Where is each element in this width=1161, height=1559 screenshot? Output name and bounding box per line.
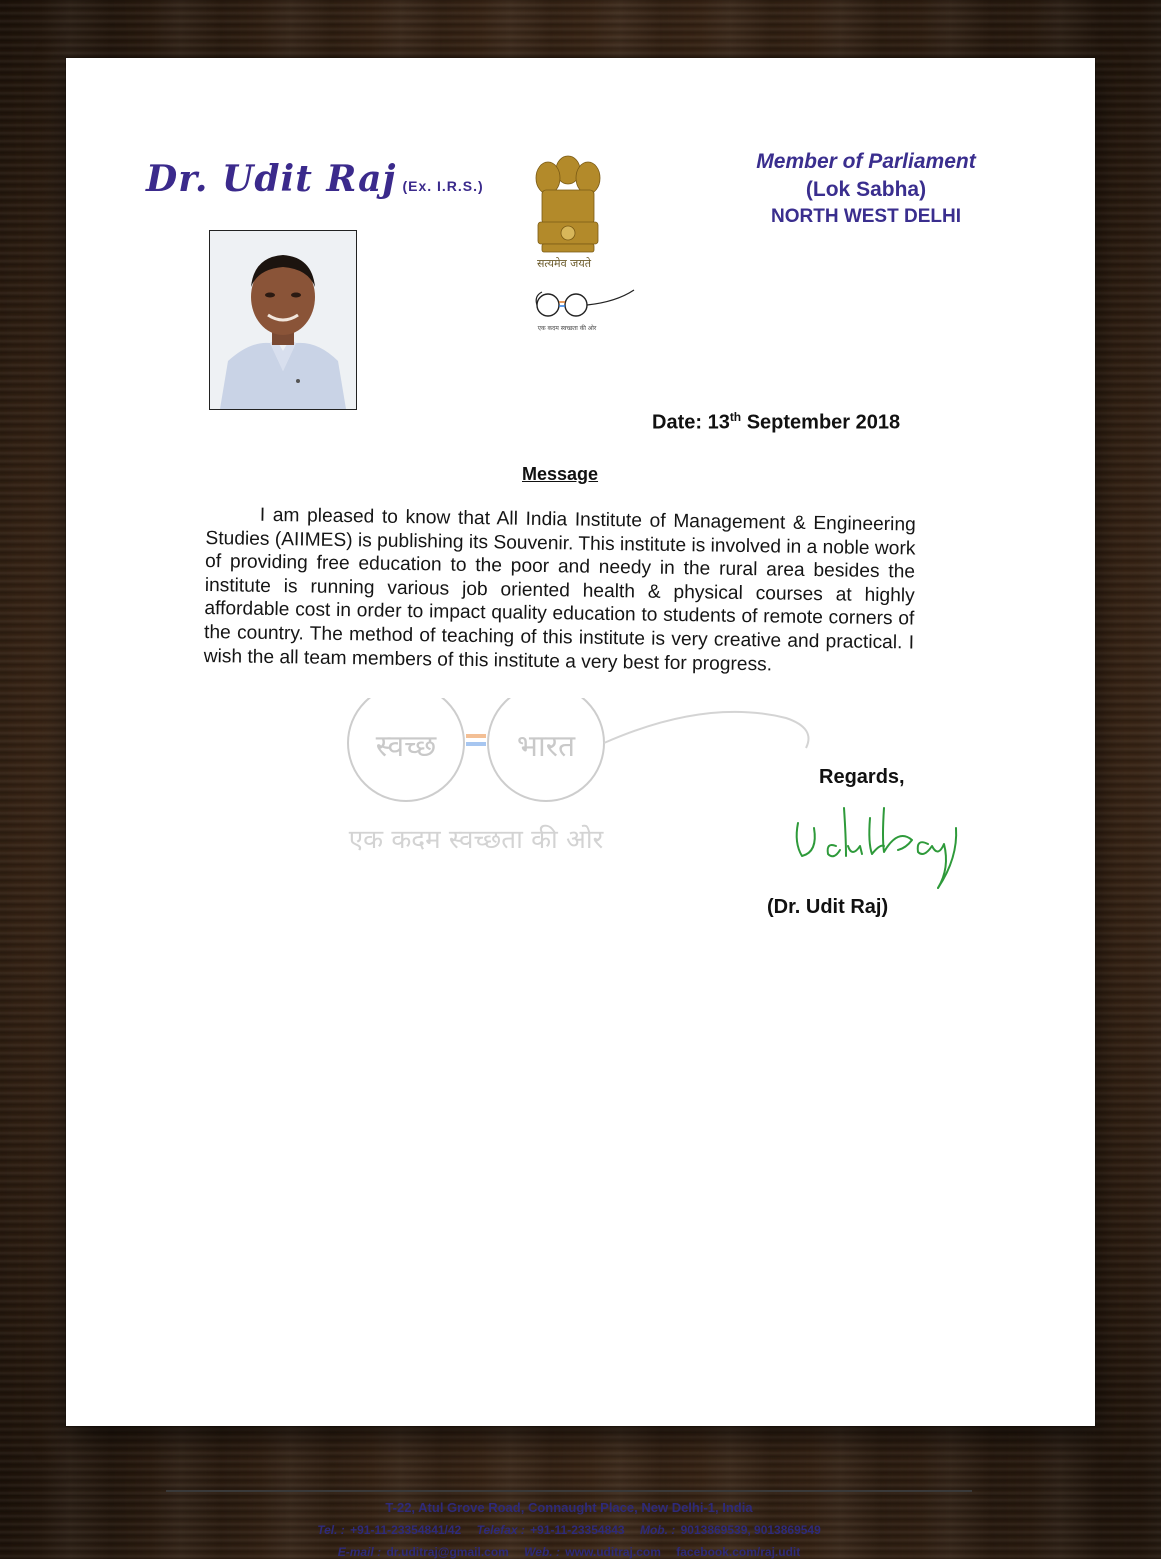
web-label: Web. : — [524, 1545, 560, 1559]
email-link[interactable]: dr.uditraj@gmail.com — [386, 1545, 509, 1559]
facebook-link[interactable]: facebook.com/raj.udit — [676, 1545, 801, 1559]
mp-designation — [716, 150, 1016, 228]
watermark-left-word: स्वच्छ — [375, 729, 437, 764]
signatory-name: (Dr. Udit Raj) — [767, 896, 889, 918]
letter-date — [652, 410, 922, 435]
swachh-small-caption: एक कदम स्वच्छता की ओर — [537, 325, 597, 332]
letter-sheet — [66, 58, 1095, 1559]
emblem-motto: सत्यमेव जयते — [536, 257, 591, 270]
footer-divider — [166, 1490, 972, 1492]
letterhead-name — [146, 158, 484, 200]
closing-regards: Regards, — [819, 766, 905, 788]
tel-value: +91-11-23354841/42 — [350, 1523, 462, 1537]
message-heading: Message — [522, 464, 599, 484]
tel-label: Tel. : — [317, 1523, 345, 1537]
telefax-label: Telefax : — [476, 1523, 525, 1537]
date-ordinal: th — [729, 410, 742, 424]
watermark-right-word: भारत — [516, 729, 576, 764]
mob-value: 9013869539, 9013869549 — [680, 1523, 821, 1537]
swachh-bharat-logo-icon — [506, 280, 636, 330]
handwritten-signature — [788, 788, 978, 898]
mob-label: Mob. : — [639, 1523, 676, 1537]
letterhead-name-text: Dr. Udit Raj — [146, 158, 397, 200]
letterhead-name-suffix: (Ex. I.R.S.) — [402, 178, 484, 194]
mp-title: Member of Parliament — [756, 150, 976, 173]
footer-web-line — [166, 1545, 972, 1559]
date-prefix: Date: 13 — [652, 411, 730, 434]
mp-house: (Lok Sabha) — [805, 178, 927, 201]
telefax-value: +91-11-23354843 — [530, 1523, 625, 1537]
email-label: E-mail : — [337, 1545, 382, 1559]
mp-constituency: NORTH WEST DELHI — [771, 206, 961, 227]
watermark-tagline: एक कदम स्वच्छता की ओर — [348, 825, 604, 855]
web-link[interactable]: www.uditraj.com — [565, 1545, 661, 1559]
portrait-illustration — [210, 231, 356, 409]
footer-phone-line — [166, 1523, 972, 1537]
date-rest: September 2018 — [741, 411, 901, 434]
message-body: I am pleased to know that All India Institute of Management & Engineering Studies (AIIMES) is publishing its Souvenir. This institute is involved in a noble work of providing free education to the poor and needy in the rural area besides the institute is running various job oriented health & physical courses at highly affordable cost in order to impact quality education to students of remote corners of the country. The method of teaching of this institute is very creative and practical. I wish the all team members of this institute a very best for progress. — [203, 504, 916, 675]
footer — [166, 1500, 972, 1559]
footer-address: T-22, Atul Grove Road, Connaught Place, New Delhi-1, India — [385, 1500, 753, 1515]
portrait-photo — [209, 230, 357, 410]
